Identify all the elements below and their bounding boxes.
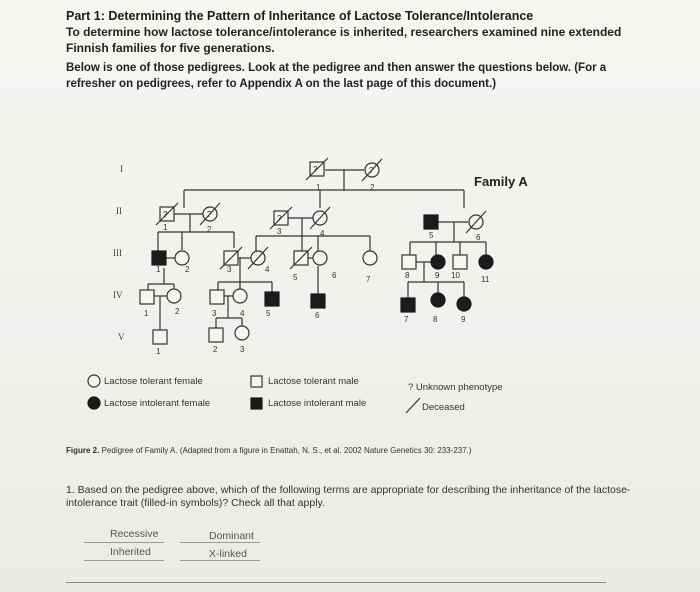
num-label: 10	[451, 271, 460, 280]
legend-intolerant-female-label: Lactose intolerant female	[104, 398, 211, 409]
legend-intolerant-male-label: Lactose intolerant male	[268, 398, 367, 409]
legend-tolerant-male-label: Lactose tolerant male	[268, 376, 359, 387]
IV-6-intolerant-male	[311, 294, 325, 308]
num-label: 11	[481, 275, 490, 284]
num-label: 7	[366, 275, 371, 284]
num-label: 4	[265, 265, 270, 274]
III-8-tolerant-male	[402, 255, 416, 269]
num-label: 2	[175, 307, 180, 316]
V-2-tolerant-male	[209, 328, 223, 342]
answer-blank-inherited[interactable]	[84, 560, 164, 561]
IV-4-tolerant-female	[233, 289, 247, 303]
num-label: 3	[277, 227, 282, 236]
V-1-tolerant-male	[153, 330, 167, 344]
num-label: 1	[316, 183, 321, 192]
III-10-tolerant-male	[453, 255, 467, 269]
IV-5-intolerant-male	[265, 292, 279, 306]
legend-deceased-label: Deceased	[422, 402, 465, 413]
gen-label-2: II	[116, 206, 122, 216]
num-label: 1	[163, 223, 168, 232]
IV-9-intolerant-female	[457, 297, 471, 311]
caption-text: Pedigree of Family A. (Adapted from a figure in Enattah, N. S., et al. 2002 Nature Genetics 30: 233-237.)	[101, 446, 472, 455]
legend-intolerant-female-symbol	[88, 397, 100, 409]
num-label: 1	[156, 265, 161, 274]
unknown-mark: ?	[207, 210, 212, 219]
III-9-intolerant-female	[431, 255, 445, 269]
legend-tolerant-female-symbol	[88, 375, 100, 387]
num-label: 1	[156, 347, 161, 356]
num-label: 5	[429, 231, 434, 240]
answer-blank-xlinked[interactable]	[180, 560, 260, 561]
num-label: 4	[320, 229, 325, 238]
num-label: 8	[433, 315, 438, 324]
num-label: 9	[435, 271, 440, 280]
legend-tolerant-male-symbol	[251, 376, 262, 387]
num-label: 2	[213, 345, 218, 354]
num-label: 9	[461, 315, 466, 324]
num-label: 2	[185, 265, 190, 274]
legend-deceased-slash	[406, 398, 420, 413]
divider	[66, 582, 606, 583]
unknown-mark: ?	[163, 210, 168, 219]
num-label: 2	[207, 225, 212, 234]
gen-label-4: IV	[113, 290, 123, 300]
num-label: 8	[405, 271, 410, 280]
IV-3-tolerant-male	[210, 290, 224, 304]
answer-blank-dominant[interactable]	[180, 542, 260, 543]
question-text: 1. Based on the pedigree above, which of the following terms are appropriate for describing the inheritance of the lactose-intolerance trait (filled-in symbols)? Check all that apply.	[66, 484, 631, 509]
num-label: 3	[227, 265, 232, 274]
II-5-intolerant-male	[424, 215, 438, 229]
IV-2-tolerant-female	[167, 289, 181, 303]
III-6-tolerant-female	[313, 251, 327, 265]
option-inherited: Inherited	[110, 546, 151, 558]
III-11-intolerant-female	[479, 255, 493, 269]
gen-label-1: I	[120, 164, 123, 174]
option-xlinked: X-linked	[209, 548, 247, 560]
option-recessive: Recessive	[110, 528, 159, 540]
num-label: 7	[404, 315, 409, 324]
unknown-mark: ?	[277, 214, 282, 223]
option-dominant: Dominant	[209, 530, 254, 542]
num-label: 3	[212, 309, 217, 318]
section-title: Part 1: Determining the Pattern of Inheritance of Lactose Tolerance/Intolerance	[66, 9, 534, 23]
num-label: 6	[476, 233, 481, 242]
num-label: 1	[144, 309, 149, 318]
III-1-intolerant-male	[152, 251, 166, 265]
num-label: 5	[266, 309, 271, 318]
III-2-tolerant-female	[175, 251, 189, 265]
unknown-mark: ?	[369, 166, 374, 175]
gen-label-5: V	[118, 332, 125, 342]
legend-intolerant-male-symbol	[251, 398, 262, 409]
instruction-text: Below is one of those pedigrees. Look at the pedigree and then answer the questions below. (For a refresher on pedigrees, refer to Appendix A on the last page of this document.)	[66, 62, 607, 90]
unknown-mark: ?	[313, 165, 318, 174]
gen-label-3: III	[113, 248, 122, 258]
legend-tolerant-female-label: Lactose tolerant female	[104, 376, 203, 387]
family-label: Family A	[474, 174, 528, 189]
num-label: 2	[370, 183, 375, 192]
IV-1-tolerant-male	[140, 290, 154, 304]
IV-8-intolerant-female	[431, 293, 445, 307]
num-label: 5	[293, 273, 298, 282]
legend-unknown-label: ? Unknown phenotype	[408, 382, 503, 393]
num-label: 6	[332, 271, 337, 280]
num-label: 3	[240, 345, 245, 354]
figure-caption	[66, 446, 472, 455]
num-label: 6	[315, 311, 320, 320]
intro-text: To determine how lactose tolerance/intolerance is inherited, researchers examined nine extended Finnish families for five generations.	[66, 25, 622, 55]
caption-label: Figure 2.	[66, 446, 100, 455]
III-7-tolerant-female	[363, 251, 377, 265]
answer-blank-recessive[interactable]	[84, 542, 164, 543]
IV-7-intolerant-male	[401, 298, 415, 312]
num-label: 4	[240, 309, 245, 318]
V-3-tolerant-female	[235, 326, 249, 340]
